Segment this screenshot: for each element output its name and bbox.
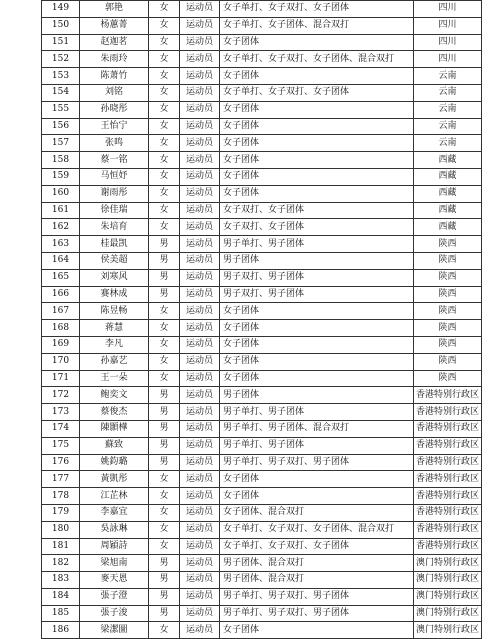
name-cell: 梁旭南 xyxy=(80,555,149,572)
region-cell: 香港特别行政区 xyxy=(414,387,482,404)
role-cell: 运动员 xyxy=(180,488,220,505)
table-row xyxy=(42,336,482,353)
row-number-cell: 185 xyxy=(42,605,80,622)
role-cell: 运动员 xyxy=(180,84,220,101)
name-cell: 蒋慧 xyxy=(80,320,149,337)
role-cell: 运动员 xyxy=(180,269,220,286)
table-row xyxy=(42,51,482,68)
gender-cell: 女 xyxy=(149,521,180,538)
events-cell: 男子团体 xyxy=(220,252,414,269)
table-row xyxy=(42,521,482,538)
row-number-cell: 182 xyxy=(42,555,80,572)
table-row xyxy=(42,1,482,18)
name-cell: 王怡宁 xyxy=(80,118,149,135)
region-cell: 香港特别行政区 xyxy=(414,471,482,488)
gender-cell: 女 xyxy=(149,185,180,202)
row-number-cell: 160 xyxy=(42,185,80,202)
role-cell: 运动员 xyxy=(180,387,220,404)
roster-table xyxy=(41,0,482,639)
role-cell: 运动员 xyxy=(180,185,220,202)
region-cell: 云南 xyxy=(414,84,482,101)
events-cell: 女子双打、女子团体 xyxy=(220,219,414,236)
region-cell: 澳门特别行政区 xyxy=(414,622,482,639)
table-row xyxy=(42,588,482,605)
table-row xyxy=(42,68,482,85)
name-cell: 麥天恩 xyxy=(80,572,149,589)
role-cell: 运动员 xyxy=(180,101,220,118)
row-number-cell: 167 xyxy=(42,303,80,320)
table-row xyxy=(42,488,482,505)
role-cell: 运动员 xyxy=(180,135,220,152)
gender-cell: 男 xyxy=(149,286,180,303)
events-cell: 女子双打、女子团体 xyxy=(220,202,414,219)
table-row xyxy=(42,118,482,135)
events-cell: 男子单打、男子团体、混合双打 xyxy=(220,420,414,437)
gender-cell: 女 xyxy=(149,152,180,169)
events-cell: 女子团体 xyxy=(220,135,414,152)
row-number-cell: 164 xyxy=(42,252,80,269)
row-number-cell: 156 xyxy=(42,118,80,135)
row-number-cell: 150 xyxy=(42,17,80,34)
region-cell: 澳门特别行政区 xyxy=(414,555,482,572)
region-cell: 香港特别行政区 xyxy=(414,420,482,437)
region-cell: 香港特别行政区 xyxy=(414,504,482,521)
name-cell: 李嘉宜 xyxy=(80,504,149,521)
row-number-cell: 149 xyxy=(42,1,80,18)
events-cell: 女子团体 xyxy=(220,68,414,85)
gender-cell: 女 xyxy=(149,471,180,488)
name-cell: 赛林成 xyxy=(80,286,149,303)
region-cell: 四川 xyxy=(414,34,482,51)
table-row xyxy=(42,387,482,404)
role-cell: 运动员 xyxy=(180,404,220,421)
role-cell: 运动员 xyxy=(180,34,220,51)
table-row xyxy=(42,370,482,387)
region-cell: 西藏 xyxy=(414,152,482,169)
role-cell: 运动员 xyxy=(180,286,220,303)
events-cell: 女子团体 xyxy=(220,34,414,51)
events-cell: 女子团体 xyxy=(220,303,414,320)
table-row xyxy=(42,219,482,236)
name-cell: 王一朵 xyxy=(80,370,149,387)
events-cell: 女子团体 xyxy=(220,622,414,639)
role-cell: 运动员 xyxy=(180,118,220,135)
table-row xyxy=(42,353,482,370)
role-cell: 运动员 xyxy=(180,471,220,488)
events-cell: 女子团体 xyxy=(220,488,414,505)
name-cell: 李凡 xyxy=(80,336,149,353)
region-cell: 西藏 xyxy=(414,219,482,236)
events-cell: 男子单打、男子双打、男子团体 xyxy=(220,454,414,471)
region-cell: 陕西 xyxy=(414,252,482,269)
table-row xyxy=(42,84,482,101)
table-row xyxy=(42,269,482,286)
role-cell: 运动员 xyxy=(180,219,220,236)
gender-cell: 女 xyxy=(149,320,180,337)
table-row xyxy=(42,252,482,269)
gender-cell: 男 xyxy=(149,454,180,471)
region-cell: 陕西 xyxy=(414,303,482,320)
row-number-cell: 170 xyxy=(42,353,80,370)
events-cell: 女子单打、女子双打、女子团体 xyxy=(220,538,414,555)
table-row xyxy=(42,404,482,421)
role-cell: 运动员 xyxy=(180,437,220,454)
role-cell: 运动员 xyxy=(180,236,220,253)
table-row xyxy=(42,185,482,202)
gender-cell: 男 xyxy=(149,588,180,605)
table-row xyxy=(42,454,482,471)
name-cell: 朱雨玲 xyxy=(80,51,149,68)
gender-cell: 女 xyxy=(149,101,180,118)
name-cell: 孙嘉艺 xyxy=(80,353,149,370)
row-number-cell: 169 xyxy=(42,336,80,353)
row-number-cell: 161 xyxy=(42,202,80,219)
table-row xyxy=(42,34,482,51)
region-cell: 云南 xyxy=(414,101,482,118)
row-number-cell: 168 xyxy=(42,320,80,337)
row-number-cell: 183 xyxy=(42,572,80,589)
region-cell: 云南 xyxy=(414,68,482,85)
events-cell: 女子团体 xyxy=(220,370,414,387)
row-number-cell: 172 xyxy=(42,387,80,404)
role-cell: 运动员 xyxy=(180,152,220,169)
row-number-cell: 154 xyxy=(42,84,80,101)
name-cell: 赵迦茗 xyxy=(80,34,149,51)
row-number-cell: 186 xyxy=(42,622,80,639)
table-row xyxy=(42,572,482,589)
name-cell: 张鸣 xyxy=(80,135,149,152)
gender-cell: 女 xyxy=(149,168,180,185)
gender-cell: 女 xyxy=(149,202,180,219)
gender-cell: 女 xyxy=(149,135,180,152)
row-number-cell: 181 xyxy=(42,538,80,555)
table-row xyxy=(42,437,482,454)
events-cell: 女子单打、女子双打、女子团体、混合双打 xyxy=(220,51,414,68)
role-cell: 运动员 xyxy=(180,252,220,269)
region-cell: 陕西 xyxy=(414,320,482,337)
gender-cell: 女 xyxy=(149,353,180,370)
name-cell: 蔡一铭 xyxy=(80,152,149,169)
table-row xyxy=(42,202,482,219)
events-cell: 女子团体 xyxy=(220,152,414,169)
gender-cell: 女 xyxy=(149,504,180,521)
roster-table-body xyxy=(42,1,482,639)
name-cell: 桂最凯 xyxy=(80,236,149,253)
table-row xyxy=(42,135,482,152)
row-number-cell: 176 xyxy=(42,454,80,471)
name-cell: 刘寒风 xyxy=(80,269,149,286)
table-row xyxy=(42,622,482,639)
name-cell: 蔡俊杰 xyxy=(80,404,149,421)
gender-cell: 女 xyxy=(149,17,180,34)
events-cell: 女子单打、女子团体、混合双打 xyxy=(220,17,414,34)
events-cell: 女子团体、混合双打 xyxy=(220,504,414,521)
name-cell: 蘇致 xyxy=(80,437,149,454)
role-cell: 运动员 xyxy=(180,521,220,538)
row-number-cell: 179 xyxy=(42,504,80,521)
name-cell: 吳詠琳 xyxy=(80,521,149,538)
role-cell: 运动员 xyxy=(180,572,220,589)
table-row xyxy=(42,555,482,572)
row-number-cell: 165 xyxy=(42,269,80,286)
row-number-cell: 153 xyxy=(42,68,80,85)
name-cell: 杨蕙菁 xyxy=(80,17,149,34)
region-cell: 西藏 xyxy=(414,168,482,185)
table-row xyxy=(42,168,482,185)
table-row xyxy=(42,286,482,303)
name-cell: 徐佳瑞 xyxy=(80,202,149,219)
row-number-cell: 171 xyxy=(42,370,80,387)
name-cell: 梁潔圖 xyxy=(80,622,149,639)
gender-cell: 女 xyxy=(149,68,180,85)
role-cell: 运动员 xyxy=(180,353,220,370)
region-cell: 澳门特别行政区 xyxy=(414,572,482,589)
table-row xyxy=(42,236,482,253)
region-cell: 香港特别行政区 xyxy=(414,488,482,505)
region-cell: 陕西 xyxy=(414,236,482,253)
events-cell: 女子单打、女子双打、女子团体、混合双打 xyxy=(220,521,414,538)
name-cell: 陈萧竹 xyxy=(80,68,149,85)
name-cell: 周穎詩 xyxy=(80,538,149,555)
gender-cell: 男 xyxy=(149,572,180,589)
events-cell: 男子团体 xyxy=(220,387,414,404)
gender-cell: 女 xyxy=(149,84,180,101)
gender-cell: 女 xyxy=(149,538,180,555)
role-cell: 运动员 xyxy=(180,605,220,622)
gender-cell: 女 xyxy=(149,303,180,320)
gender-cell: 女 xyxy=(149,370,180,387)
region-cell: 西藏 xyxy=(414,202,482,219)
events-cell: 女子单打、女子双打、女子团体 xyxy=(220,84,414,101)
role-cell: 运动员 xyxy=(180,504,220,521)
role-cell: 运动员 xyxy=(180,303,220,320)
gender-cell: 女 xyxy=(149,51,180,68)
role-cell: 运动员 xyxy=(180,17,220,34)
gender-cell: 男 xyxy=(149,437,180,454)
role-cell: 运动员 xyxy=(180,202,220,219)
region-cell: 香港特别行政区 xyxy=(414,538,482,555)
name-cell: 谢雨彤 xyxy=(80,185,149,202)
table-row xyxy=(42,320,482,337)
region-cell: 澳门特别行政区 xyxy=(414,588,482,605)
name-cell: 郭艳 xyxy=(80,1,149,18)
name-cell: 江芷林 xyxy=(80,488,149,505)
events-cell: 男子单打、男子双打、男子团体 xyxy=(220,588,414,605)
role-cell: 运动员 xyxy=(180,622,220,639)
row-number-cell: 180 xyxy=(42,521,80,538)
gender-cell: 男 xyxy=(149,555,180,572)
region-cell: 陕西 xyxy=(414,336,482,353)
row-number-cell: 152 xyxy=(42,51,80,68)
region-cell: 四川 xyxy=(414,1,482,18)
row-number-cell: 184 xyxy=(42,588,80,605)
events-cell: 女子团体 xyxy=(220,118,414,135)
table-row xyxy=(42,471,482,488)
region-cell: 四川 xyxy=(414,17,482,34)
name-cell: 鲍奕文 xyxy=(80,387,149,404)
role-cell: 运动员 xyxy=(180,51,220,68)
gender-cell: 男 xyxy=(149,387,180,404)
events-cell: 女子团体 xyxy=(220,168,414,185)
events-cell: 女子团体 xyxy=(220,471,414,488)
table-row xyxy=(42,538,482,555)
row-number-cell: 166 xyxy=(42,286,80,303)
name-cell: 马恒妤 xyxy=(80,168,149,185)
gender-cell: 女 xyxy=(149,488,180,505)
row-number-cell: 159 xyxy=(42,168,80,185)
region-cell: 陕西 xyxy=(414,286,482,303)
gender-cell: 男 xyxy=(149,420,180,437)
gender-cell: 女 xyxy=(149,118,180,135)
name-cell: 張子浚 xyxy=(80,605,149,622)
events-cell: 男子双打、男子团体 xyxy=(220,286,414,303)
role-cell: 运动员 xyxy=(180,1,220,18)
region-cell: 香港特别行政区 xyxy=(414,404,482,421)
table-row xyxy=(42,152,482,169)
region-cell: 四川 xyxy=(414,51,482,68)
row-number-cell: 155 xyxy=(42,101,80,118)
document-page xyxy=(41,0,482,639)
table-row xyxy=(42,420,482,437)
role-cell: 运动员 xyxy=(180,68,220,85)
region-cell: 香港特别行政区 xyxy=(414,437,482,454)
region-cell: 陕西 xyxy=(414,269,482,286)
name-cell: 孙晓彤 xyxy=(80,101,149,118)
gender-cell: 女 xyxy=(149,34,180,51)
events-cell: 女子团体 xyxy=(220,320,414,337)
role-cell: 运动员 xyxy=(180,538,220,555)
events-cell: 男子单打、男子团体 xyxy=(220,437,414,454)
table-row xyxy=(42,605,482,622)
name-cell: 刘铭 xyxy=(80,84,149,101)
events-cell: 男子单打、男子团体 xyxy=(220,404,414,421)
row-number-cell: 162 xyxy=(42,219,80,236)
table-row xyxy=(42,504,482,521)
region-cell: 陕西 xyxy=(414,353,482,370)
role-cell: 运动员 xyxy=(180,555,220,572)
name-cell: 朱培育 xyxy=(80,219,149,236)
events-cell: 男子团体、混合双打 xyxy=(220,555,414,572)
role-cell: 运动员 xyxy=(180,420,220,437)
events-cell: 女子团体 xyxy=(220,336,414,353)
region-cell: 香港特别行政区 xyxy=(414,454,482,471)
events-cell: 男子单打、男子双打、男子团体 xyxy=(220,605,414,622)
role-cell: 运动员 xyxy=(180,370,220,387)
table-row xyxy=(42,17,482,34)
events-cell: 女子团体 xyxy=(220,353,414,370)
name-cell: 張子澄 xyxy=(80,588,149,605)
name-cell: 侯美超 xyxy=(80,252,149,269)
name-cell: 陳顥樺 xyxy=(80,420,149,437)
table-row xyxy=(42,303,482,320)
events-cell: 男子双打、男子团体 xyxy=(220,269,414,286)
gender-cell: 男 xyxy=(149,269,180,286)
row-number-cell: 174 xyxy=(42,420,80,437)
table-row xyxy=(42,101,482,118)
row-number-cell: 157 xyxy=(42,135,80,152)
row-number-cell: 158 xyxy=(42,152,80,169)
name-cell: 姚鈞璐 xyxy=(80,454,149,471)
row-number-cell: 177 xyxy=(42,471,80,488)
gender-cell: 女 xyxy=(149,1,180,18)
row-number-cell: 173 xyxy=(42,404,80,421)
role-cell: 运动员 xyxy=(180,336,220,353)
gender-cell: 女 xyxy=(149,622,180,639)
name-cell: 黃凱彤 xyxy=(80,471,149,488)
row-number-cell: 178 xyxy=(42,488,80,505)
name-cell: 陈昱畅 xyxy=(80,303,149,320)
role-cell: 运动员 xyxy=(180,168,220,185)
events-cell: 男子团体、混合双打 xyxy=(220,572,414,589)
events-cell: 男子单打、男子团体 xyxy=(220,236,414,253)
role-cell: 运动员 xyxy=(180,320,220,337)
row-number-cell: 163 xyxy=(42,236,80,253)
gender-cell: 男 xyxy=(149,252,180,269)
events-cell: 女子团体 xyxy=(220,185,414,202)
gender-cell: 女 xyxy=(149,219,180,236)
region-cell: 香港特别行政区 xyxy=(414,521,482,538)
region-cell: 澳门特别行政区 xyxy=(414,605,482,622)
region-cell: 陕西 xyxy=(414,370,482,387)
gender-cell: 女 xyxy=(149,336,180,353)
row-number-cell: 151 xyxy=(42,34,80,51)
row-number-cell: 175 xyxy=(42,437,80,454)
gender-cell: 男 xyxy=(149,605,180,622)
region-cell: 云南 xyxy=(414,135,482,152)
gender-cell: 男 xyxy=(149,236,180,253)
gender-cell: 男 xyxy=(149,404,180,421)
events-cell: 女子单打、女子双打、女子团体 xyxy=(220,1,414,18)
region-cell: 西藏 xyxy=(414,185,482,202)
role-cell: 运动员 xyxy=(180,454,220,471)
events-cell: 女子团体 xyxy=(220,101,414,118)
role-cell: 运动员 xyxy=(180,588,220,605)
region-cell: 云南 xyxy=(414,118,482,135)
